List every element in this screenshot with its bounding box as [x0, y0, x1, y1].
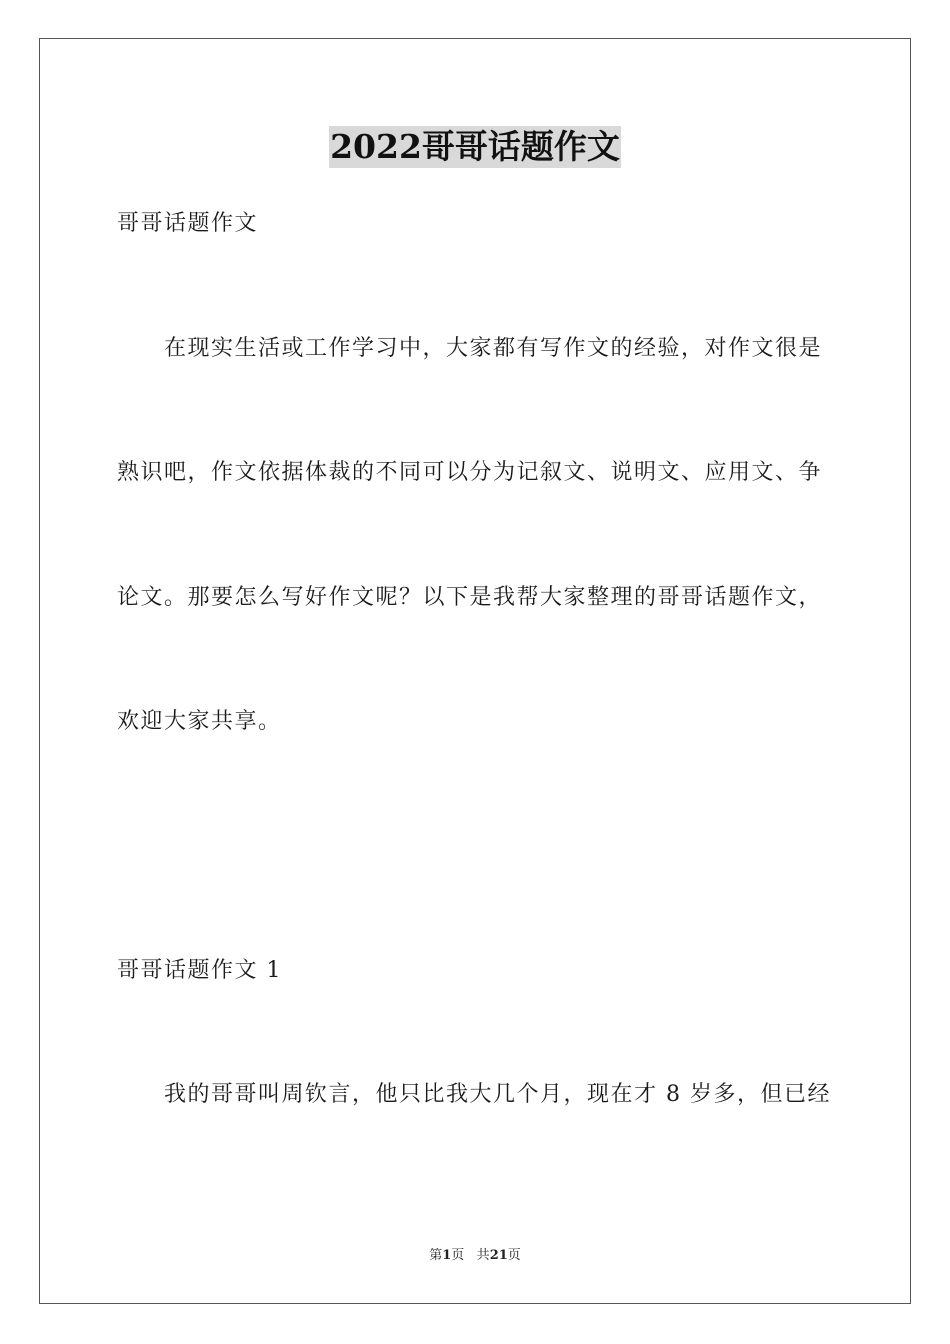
footer-page-prefix: 第 [429, 1248, 443, 1263]
document-title: 2022哥哥话题作文 [330, 127, 620, 166]
footer-total-prefix: 共 [476, 1248, 490, 1263]
title-container [0, 126, 950, 168]
footer-page-current: 1 [442, 1248, 452, 1263]
subtitle: 哥哥话题作文 [117, 211, 259, 236]
footer-total-suffix: 页 [507, 1248, 521, 1263]
intro-line-3: 论文。那要怎么写好作文呢？以下是我帮大家整理的哥哥话题作文， [117, 585, 823, 610]
footer-page-total: 21 [489, 1248, 508, 1263]
section-heading: 哥哥话题作文 1 [117, 958, 282, 983]
intro-line-4: 欢迎大家共享。 [117, 709, 282, 734]
section-line-1: 我的哥哥叫周钦言，他只比我大几个月，现在才 8 岁多，但已经 [164, 1082, 831, 1107]
intro-line-2: 熟识吧，作文依据体裁的不同可以分为记叙文、说明文、应用文、争 [117, 460, 823, 485]
footer-page-suffix: 页 [451, 1248, 465, 1263]
intro-line-1: 在现实生活或工作学习中，大家都有写作文的经验，对作文很是 [164, 336, 823, 361]
page-footer [0, 1247, 950, 1265]
